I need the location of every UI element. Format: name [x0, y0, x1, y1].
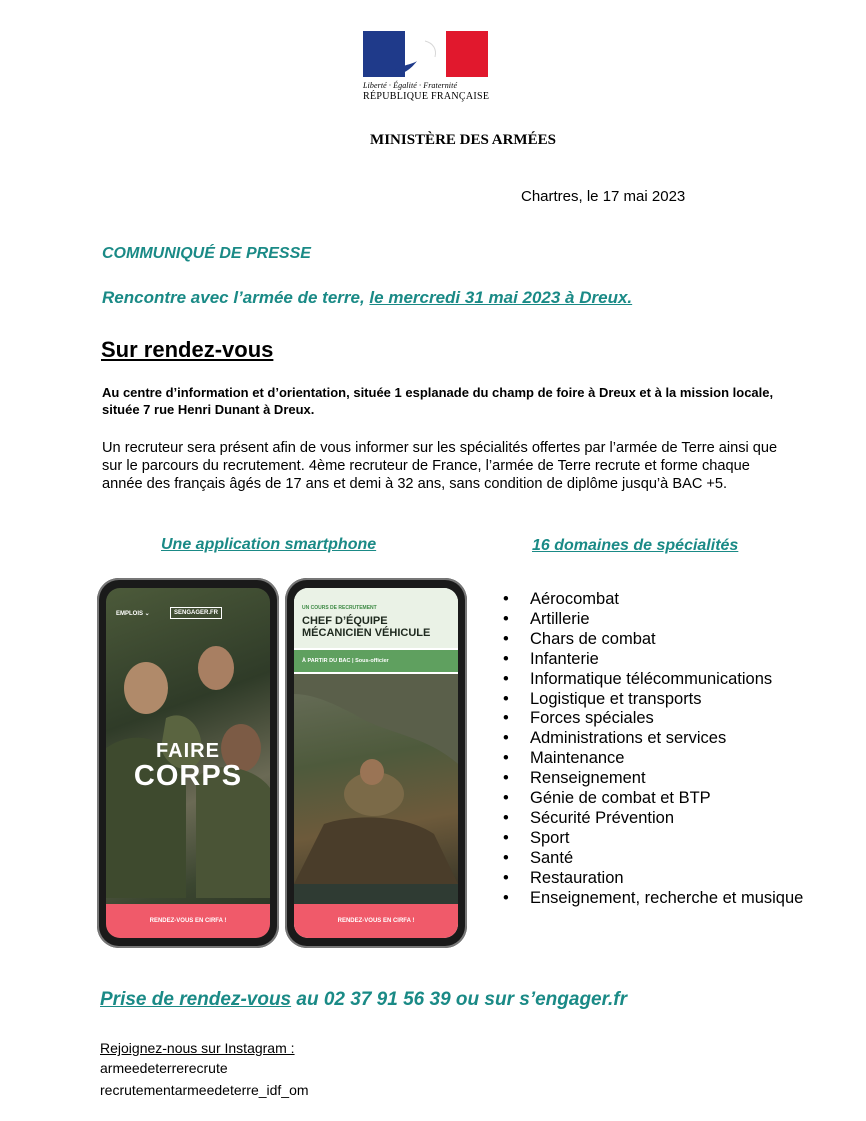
list-item: • Restauration: [503, 869, 803, 889]
republic-name: RÉPUBLIQUE FRANÇAISE: [363, 91, 490, 102]
job-title: CHEF D’ÉQUIPE MÉCANICIEN VÉHICULE: [302, 615, 431, 639]
phone-screen: [294, 588, 458, 938]
list-item: • Aérocombat: [503, 590, 803, 610]
appointment-contact: au 02 37 91 56 39 ou sur s’engager.fr: [291, 989, 627, 1010]
list-item: • Artillerie: [503, 610, 803, 630]
list-item: • Logistique et transports: [503, 690, 803, 710]
app-section-title: Une application smartphone: [161, 536, 377, 553]
list-item: • Chars de combat: [503, 630, 803, 650]
job-level-bar: À PARTIR DU BAC | Sous-officier: [294, 650, 458, 672]
slogan-line-1: FAIRE: [156, 740, 220, 762]
list-item: • Renseignement: [503, 769, 803, 789]
meeting-prefix: Rencontre avec l’armée de terre,: [102, 288, 370, 307]
list-item: • Infanterie: [503, 650, 803, 670]
location-paragraph: Au centre d’information et d’orientation, située 1 esplanade du champ de foire à Dreux et à la mission locale, située 7 rue Henri Dunant à Dreux.: [102, 385, 774, 417]
appointment-heading: Sur rendez-vous: [101, 337, 274, 362]
list-item: • Santé: [503, 849, 803, 869]
list-item: • Sécurité Prévention: [503, 809, 803, 829]
domains-section-title: 16 domaines de spécialités: [532, 537, 739, 554]
marianne-flag-icon: [363, 31, 488, 77]
list-item: • Enseignement, recherche et musique: [503, 889, 803, 909]
phone-screen: [106, 588, 270, 938]
appointment-line: [100, 989, 627, 1011]
mechanic-photo: [294, 674, 458, 884]
cta-bar: RENDEZ-VOUS EN CIRFA !: [106, 904, 270, 938]
list-item: • Informatique télécommunications: [503, 670, 803, 690]
instagram-title: Rejoignez-nous sur Instagram :: [100, 1040, 295, 1056]
meeting-date: le mercredi 31 mai 2023 à Dreux.: [369, 288, 633, 307]
press-release-label: COMMUNIQUÉ DE PRESSE: [102, 245, 311, 262]
instagram-account-1: armeedeterrerecrute: [100, 1060, 228, 1076]
nav-menu-label: EMPLOIS ⌄: [116, 611, 150, 617]
smartphone-screenshot-job: [285, 578, 467, 948]
ministry-name: MINISTÈRE DES ARMÉES: [370, 132, 556, 148]
list-item: • Administrations et services: [503, 729, 803, 749]
list-item: • Forces spéciales: [503, 709, 803, 729]
instagram-account-2: recrutementarmeedeterre_idf_om: [100, 1082, 309, 1098]
appointment-label: Prise de rendez-vous: [100, 989, 292, 1010]
pagination-bar: [294, 884, 458, 904]
specialties-list: [503, 590, 803, 909]
list-item: • Génie de combat et BTP: [503, 789, 803, 809]
site-badge: SENGAGER.FR: [170, 607, 222, 619]
republic-motto: Liberté · Égalité · Fraternité: [363, 81, 458, 90]
job-kicker: UN COURS DE RECRUTEMENT: [302, 605, 377, 611]
republique-francaise-logo: [363, 31, 490, 102]
list-item: • Maintenance: [503, 749, 803, 769]
meeting-headline: [102, 288, 632, 308]
list-item: • Sport: [503, 829, 803, 849]
smartphone-screenshot-home: [97, 578, 279, 948]
cta-bar: RENDEZ-VOUS EN CIRFA !: [294, 904, 458, 938]
place-date: Chartres, le 17 mai 2023: [521, 188, 686, 205]
intro-paragraph: Un recruteur sera présent afin de vous informer sur les spécialités offertes par l’armée de Terre ainsi que sur le parcours du recrutement. 4ème recruteur de France, l’armée de Terre recrute et forme chaque année des français âgés de 17 ans et demi à 32 ans, sans condition de diplôme jusqu’à BAC +5.: [102, 440, 778, 492]
slogan-line-2: CORPS: [133, 760, 243, 792]
